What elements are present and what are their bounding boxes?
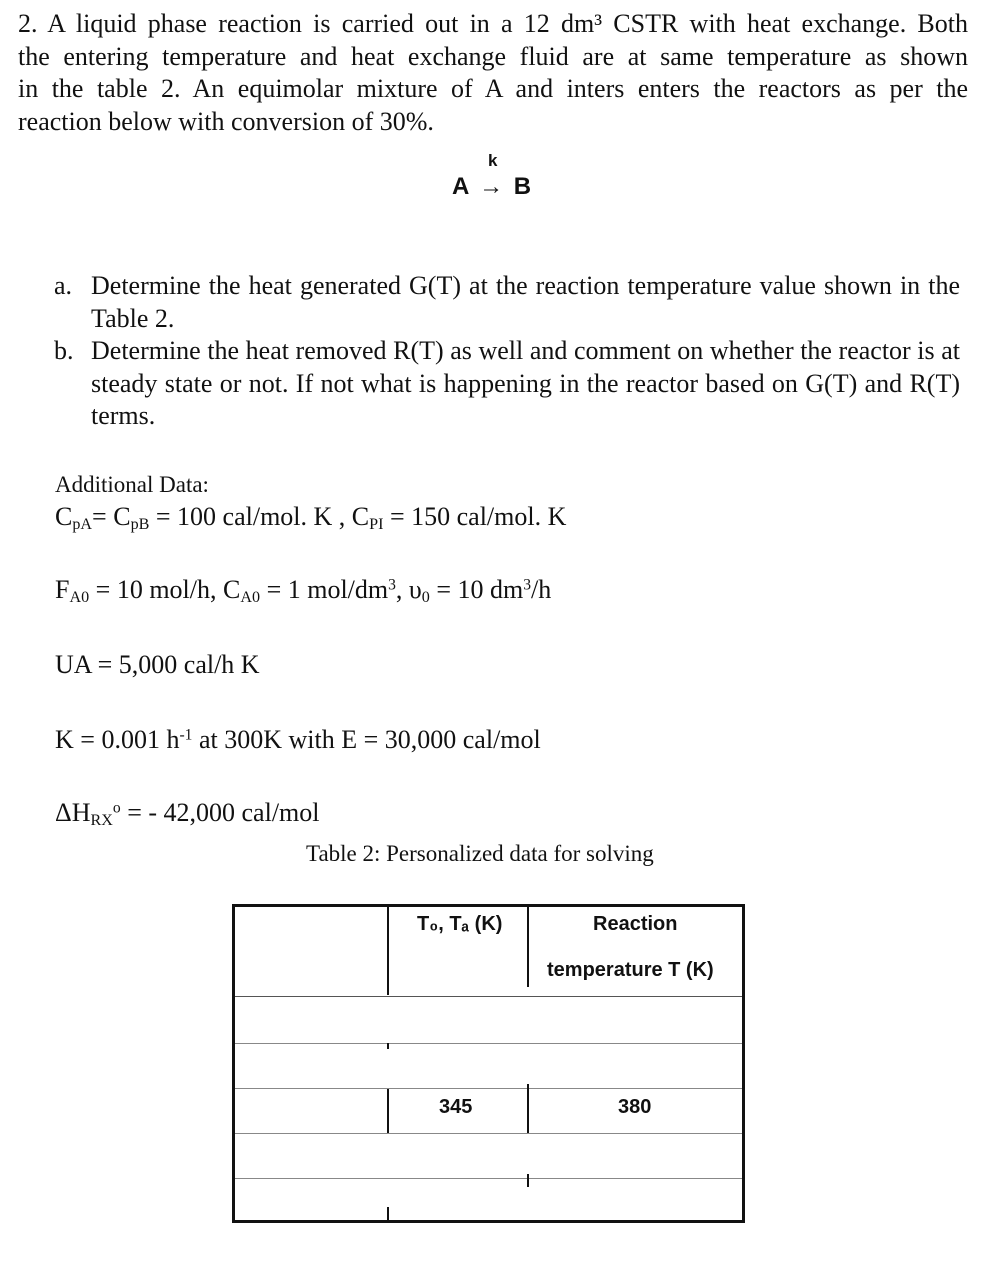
intro-line-4: reaction below with conversion of 30%. (18, 106, 434, 136)
cp-sub: pA (72, 516, 93, 534)
feed-sub: A0 (240, 589, 261, 607)
question-a (54, 270, 960, 335)
enthalpy-sub: RX (90, 812, 113, 830)
feed-text: = 10 dm (429, 575, 524, 604)
cp-sub: pB (130, 516, 150, 534)
reaction-formula: A → B (452, 173, 532, 200)
intro-line-1: 2. A liquid phase reaction is carried out in a 12 dm³ CSTR with heat exchange. Both (18, 9, 968, 38)
feed-text: = 10 mol/h, C (89, 575, 241, 604)
question-letter: b. (54, 336, 74, 365)
feed-text: F (55, 575, 70, 604)
additional-data-heading: Additional Data: (55, 472, 209, 497)
cp-symbol: C (55, 502, 73, 531)
feed-sup: 3 (523, 576, 532, 594)
feed-text: = 1 mol/dm (260, 575, 389, 604)
table-col-divider (527, 1174, 529, 1187)
enthalpy-line (55, 798, 319, 828)
cp-text: = 100 cal/mol. K , C (149, 502, 370, 531)
table-row-divider (235, 1088, 742, 1089)
rate-constant-line (55, 725, 541, 755)
feed-sub: 0 (421, 589, 430, 607)
table-row-divider (235, 996, 742, 997)
table-row-divider (235, 1178, 742, 1179)
feed-text: , υ (395, 575, 422, 604)
ua-line: UA = 5,000 cal/h K (55, 650, 260, 679)
table-row-divider (235, 1043, 742, 1044)
rate-text: at 300K with E = 30,000 cal/mol (192, 725, 541, 754)
enthalpy-text: ΔH (55, 798, 91, 827)
question-letter: a. (54, 271, 73, 300)
feed-text: /h (531, 575, 552, 604)
feed-sub: A0 (69, 589, 90, 607)
header-t0-ta: T₀, Tₐ (K) (417, 913, 503, 935)
question-list (54, 270, 960, 433)
intro-line-3: in the table 2. An equimolar mixture of A and inters enters the reactors as per the (18, 74, 968, 103)
question-text: Determine the heat generated G(T) at the reaction temperature value shown in the Table 2. (91, 271, 960, 333)
data-table (232, 904, 745, 1223)
table-col-divider (527, 907, 529, 987)
cp-sub: PI (369, 516, 384, 534)
cell-reaction-temp-value: 380 (618, 1096, 652, 1118)
table-col-divider (387, 1089, 389, 1133)
table-caption: Table 2: Personalized data for solving (306, 841, 654, 866)
reaction-equation (440, 146, 580, 206)
table-col-divider (387, 1207, 389, 1221)
table-row-divider (235, 1133, 742, 1134)
problem-intro (18, 8, 968, 138)
intro-line-2: the entering temperature and heat exchange fluid are at same temperature as shown (18, 41, 968, 71)
question-b (54, 335, 960, 433)
feed-conditions-line (55, 575, 551, 605)
rate-text: K = 0.001 h (55, 725, 180, 754)
header-reaction: Reaction (593, 913, 678, 935)
feed-sup: 3 (388, 576, 396, 594)
rate-sup: -1 (179, 726, 193, 744)
cell-t0-ta-value: 345 (439, 1096, 473, 1118)
rate-constant-label: k (488, 151, 498, 170)
enthalpy-sup: o (112, 799, 121, 817)
cp-text: = C (92, 502, 131, 531)
table-col-divider (387, 907, 389, 995)
table-col-divider (527, 1084, 529, 1133)
cp-text: = 150 cal/mol. K (383, 502, 567, 531)
table-col-divider (387, 1043, 389, 1049)
question-text: Determine the heat removed R(T) as well and comment on whether the reactor is at steady state or not. If not what is happening in the reactor based on G(T) and R(T) terms. (91, 336, 960, 430)
heat-capacity-line (55, 502, 566, 532)
enthalpy-text: = - 42,000 cal/mol (120, 798, 320, 827)
header-temperature: temperature T (K) (547, 959, 714, 981)
